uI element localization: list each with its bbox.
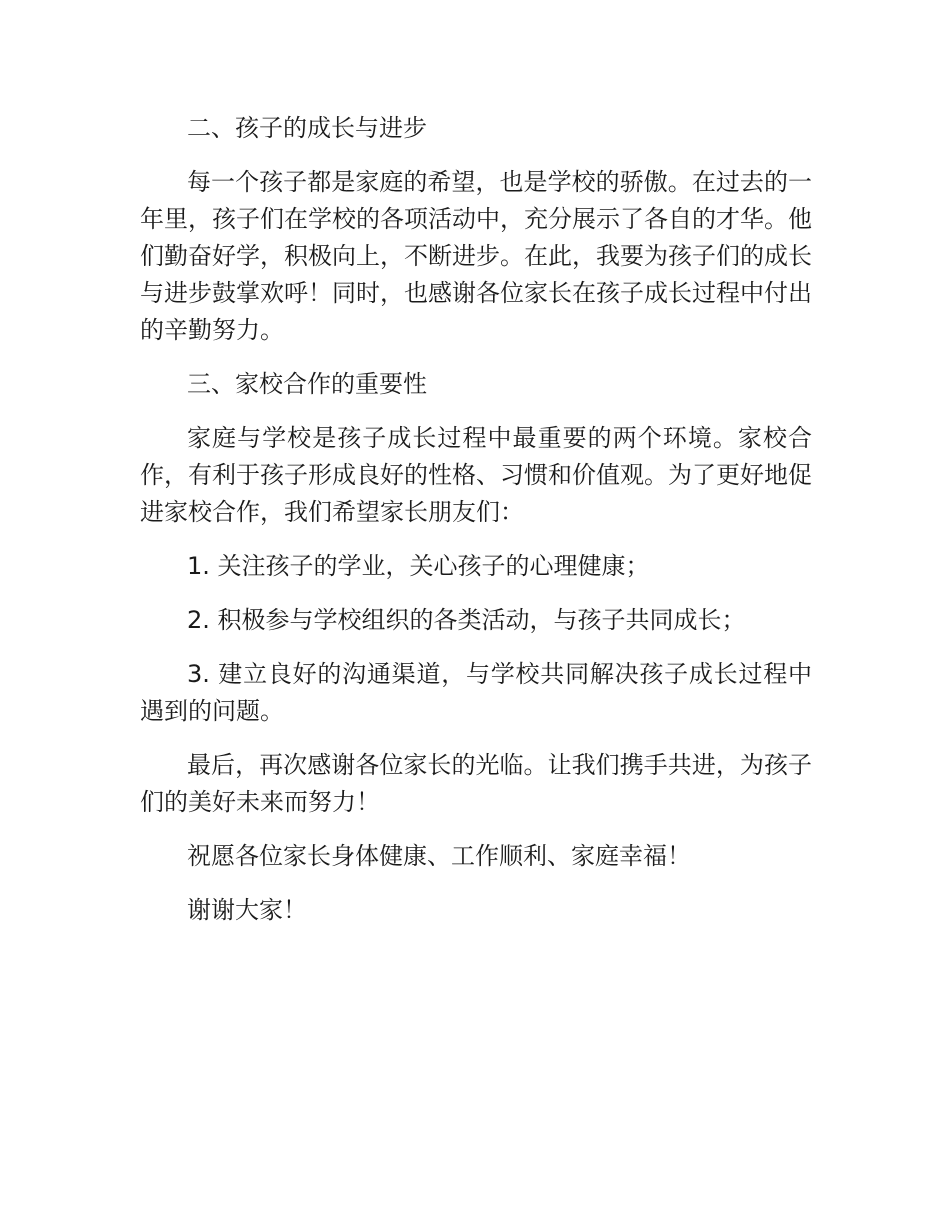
- list-item-3: 3. 建立良好的沟通渠道，与学校共同解决孩子成长过程中遇到的问题。: [140, 660, 812, 725]
- paragraph-growth: 每一个孩子都是家庭的希望，也是学校的骄傲。在过去的一年里，孩子们在学校的各项活动中，充分展示了各自的才华。他们勤奋好学，积极向上，不断进步。在此，我要为孩子们的成长与进步鼓掌欢呼！同时，也感谢各位家长在孩子成长过程中付出的辛勤努力。: [140, 168, 812, 344]
- section-heading-growth: 二、孩子的成长与进步: [187, 114, 427, 142]
- list-item-2: 2. 积极参与学校组织的各类活动，与孩子共同成长；: [187, 606, 746, 634]
- paragraph-cooperation: 家庭与学校是孩子成长过程中最重要的两个环境。家校合作，有利于孩子形成良好的性格、习惯和价值观。为了更好地促进家校合作，我们希望家长朋友们：: [140, 424, 812, 526]
- paragraph-wishes: 祝愿各位家长身体健康、工作顺利、家庭幸福！: [187, 842, 691, 870]
- document-page: [140, 110, 812, 946]
- list-item-1: 1. 关注孩子的学业，关心孩子的心理健康；: [187, 552, 650, 580]
- paragraph-thanks: 谢谢大家！: [187, 896, 307, 924]
- paragraph-closing: 最后，再次感谢各位家长的光临。让我们携手共进，为孩子们的美好未来而努力！: [140, 751, 812, 816]
- section-heading-cooperation: 三、家校合作的重要性: [187, 370, 427, 398]
